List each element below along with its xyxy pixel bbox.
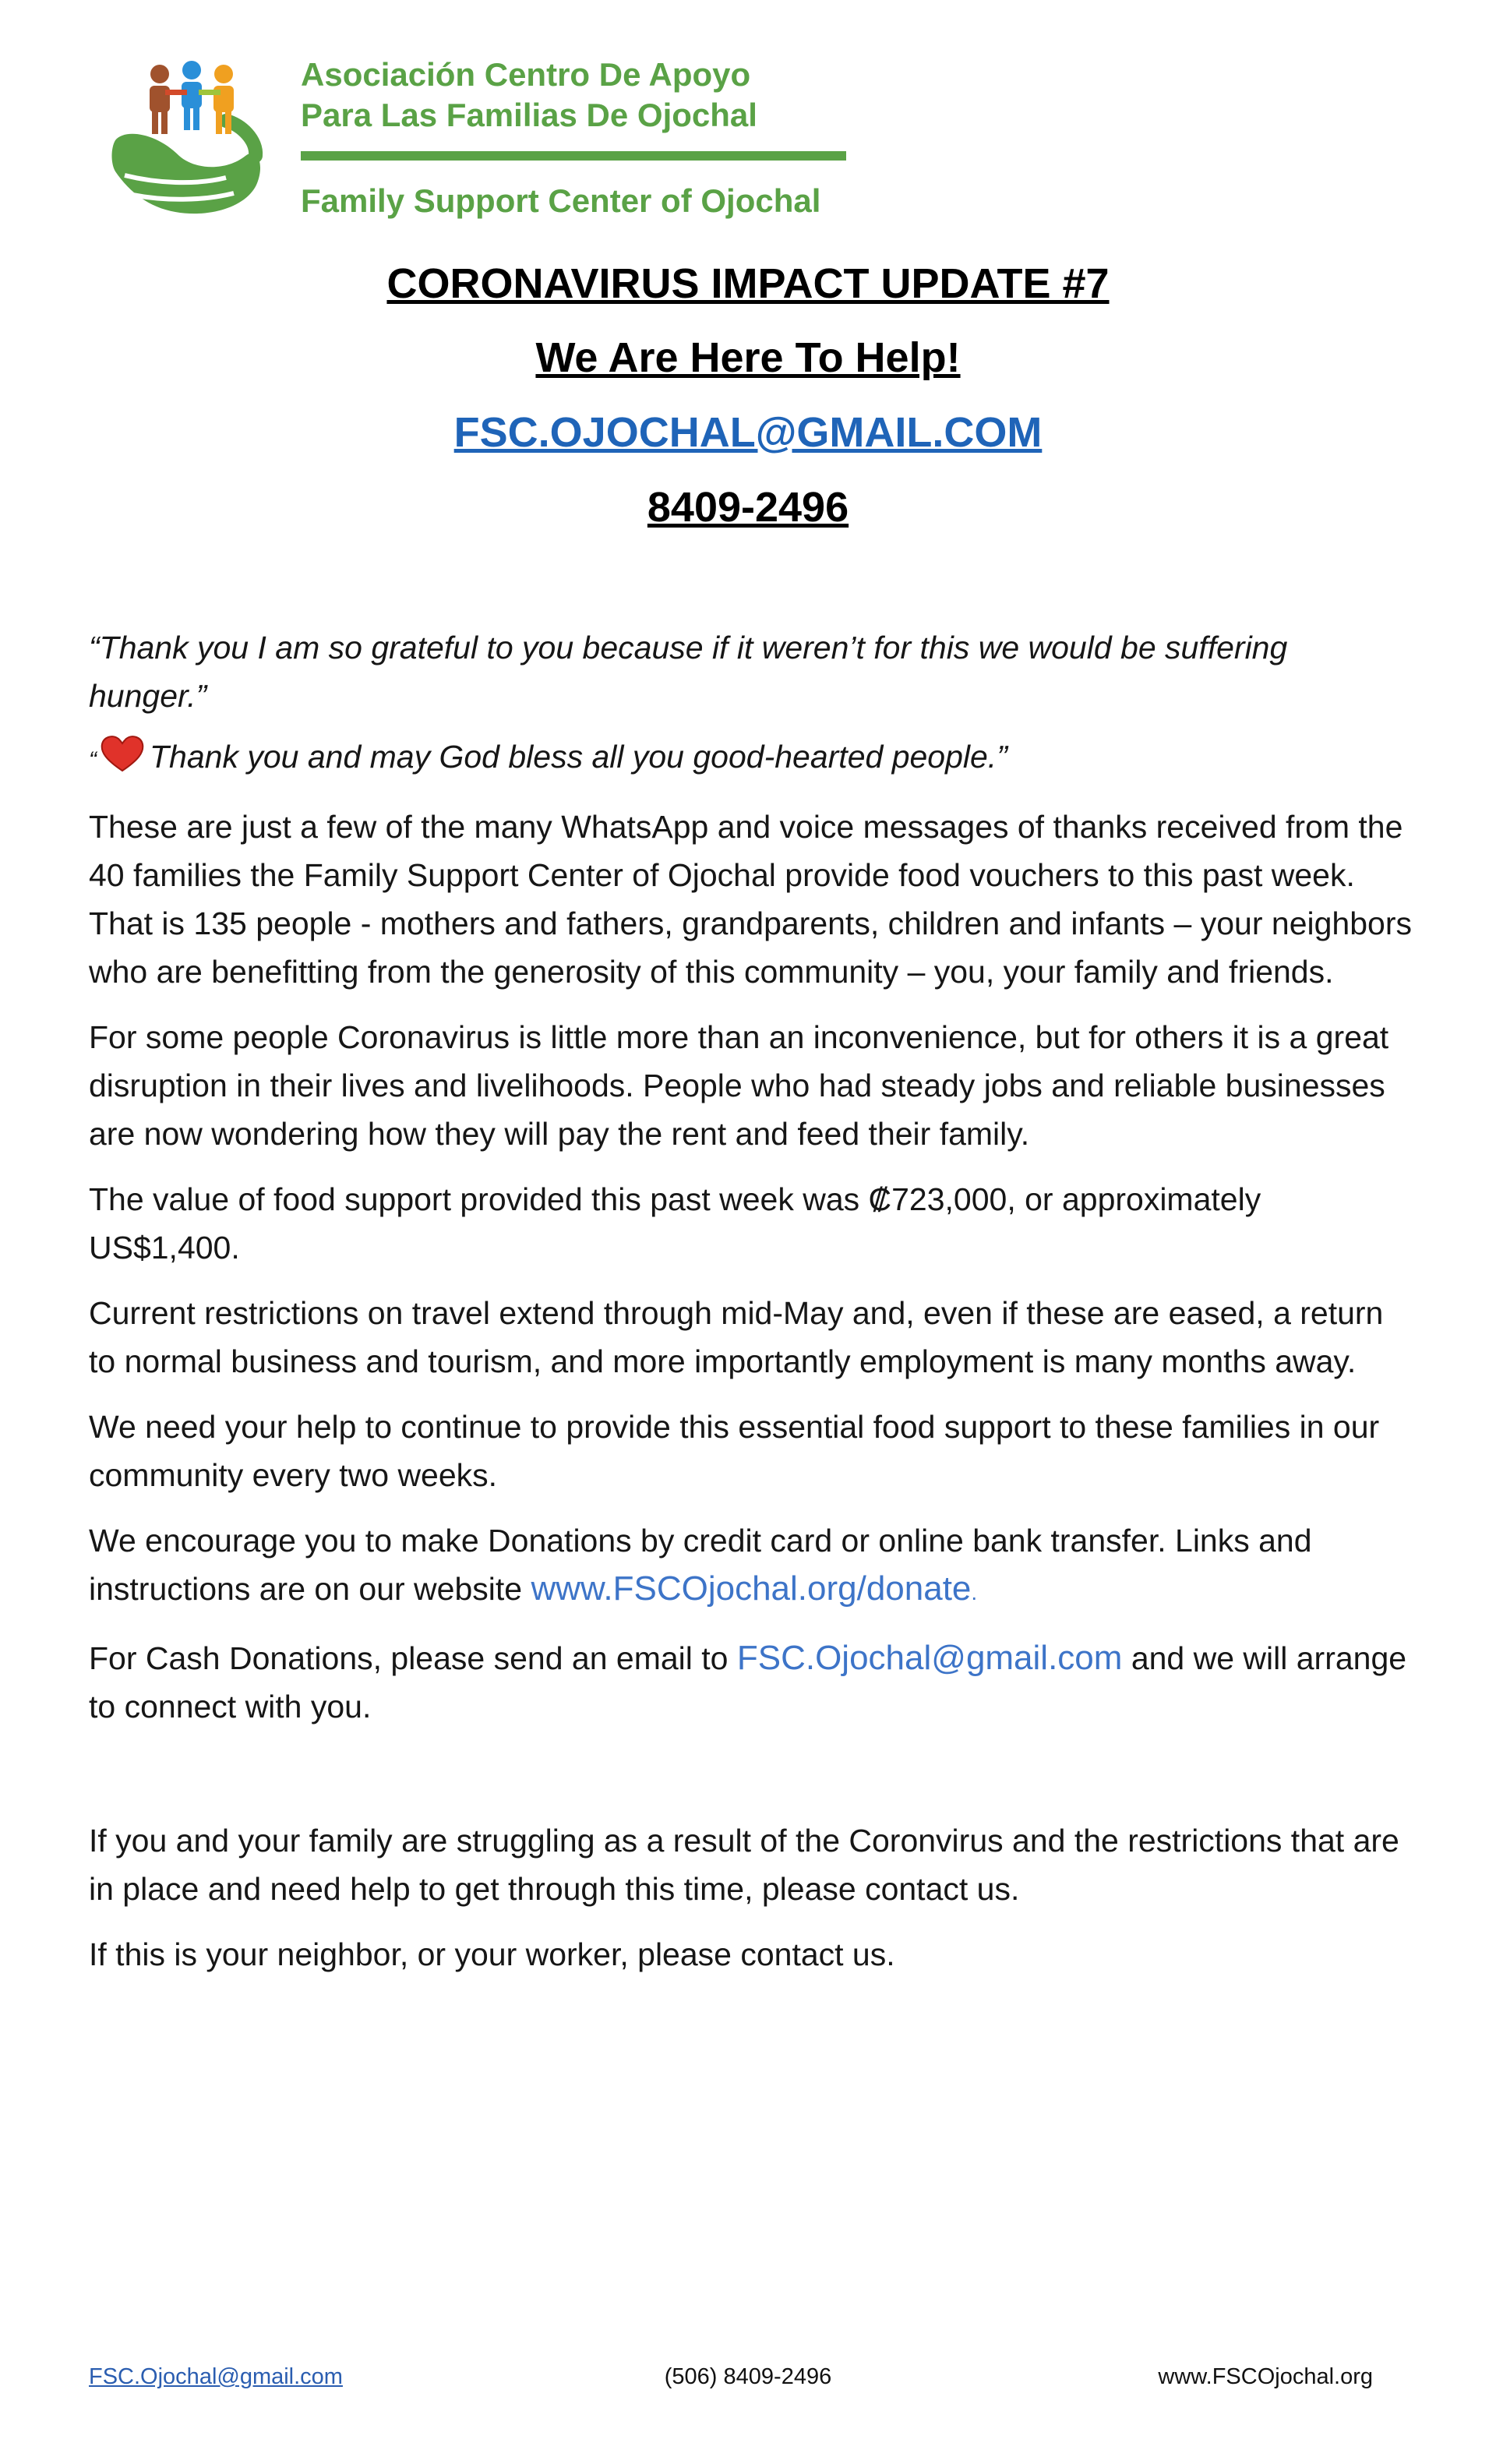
org-name-spanish-line2: Para Las Familias De Ojochal — [301, 97, 757, 133]
cash-end: and we will arrange to connect with you. — [89, 1640, 1407, 1724]
org-name-english: Family Support Center of Ojochal — [301, 182, 821, 219]
org-name-spanish-line1: Asociación Centro De Apoyo — [301, 56, 751, 93]
paragraph-neighbor: If this is your neighbor, or your worker, please contact us. — [89, 1936, 895, 1972]
cash-email-link[interactable]: FSC.Ojochal@gmail.com — [736, 1639, 1123, 1677]
header-phone: 8409-2496 — [647, 484, 849, 531]
paragraph-struggling: If you and your family are struggling as a result of the Coronvirus and the restrictions that are in place and need help to get through this time, please contact us. — [89, 1823, 1399, 1907]
paragraph-restrictions: Current restrictions on travel extend through mid-May and, even if these are eased, a return to normal business and tourism, and more importantly employment is many months away. — [89, 1295, 1384, 1379]
paragraph-value: The value of food support provided this past week was ₡723,000, or approximately US$1,400. — [89, 1181, 1261, 1266]
heart-icon — [100, 735, 145, 785]
paragraph-need-help: We need your help to continue to provide this essential food support to these families in our community every two weeks. — [89, 1409, 1380, 1493]
cash-text: For Cash Donations, please send an email to — [89, 1640, 737, 1676]
quote-1: “Thank you I am so grateful to you because if it weren’t for this we would be suffering hunger.” — [89, 630, 1288, 714]
footer-website[interactable]: www.FSCOjochal.org — [1158, 2364, 1373, 2389]
donations-text: We encourage you to make Donations by credit card or online bank transfer. Links and instructions are on our website — [89, 1523, 1312, 1607]
org-logo — [109, 47, 857, 226]
quote-2-text: Thank you and may God bless all you good-hearted people.” — [150, 739, 1007, 775]
paragraph-disruption: For some people Coronavirus is little more than an inconvenience, but for others it is a great disruption in their lives and livelihoods. People who had steady jobs and reliable businesses are now wondering how they will pay the rent and feed their family. — [89, 1019, 1389, 1152]
footer-phone: (506) 8409-2496 — [664, 2364, 832, 2389]
donate-link[interactable]: www.FSCOjochal.org/donate — [531, 1569, 972, 1608]
quote-2 — [89, 732, 1413, 785]
quote-2-open: “ — [89, 747, 97, 773]
footer-email-link[interactable]: FSC.Ojochal@gmail.com — [89, 2364, 343, 2389]
logo-divider — [301, 151, 846, 161]
donations-end: . — [971, 1580, 978, 1604]
paragraph-thanks: These are just a few of the many WhatsApp and voice messages of thanks received from the 40 families the Family Support Center of Ojochal provide food vouchers to this past week. That is 135 people - mothers and fathers, grandparents, children and infants – your neighbors who are benefitting from the generosity of this community – you, your family and friends. — [89, 809, 1412, 990]
header-email-link[interactable]: FSC.OJOCHAL@GMAIL.COM — [453, 409, 1043, 456]
letter-body — [89, 623, 1413, 1979]
paragraph-donations — [89, 1516, 1413, 1617]
page-title: CORONAVIRUS IMPACT UPDATE #7 — [386, 260, 1110, 307]
paragraph-cash — [89, 1634, 1413, 1731]
family-hands-logo-icon — [109, 47, 288, 226]
page-subtitle: We Are Here To Help! — [535, 334, 961, 381]
